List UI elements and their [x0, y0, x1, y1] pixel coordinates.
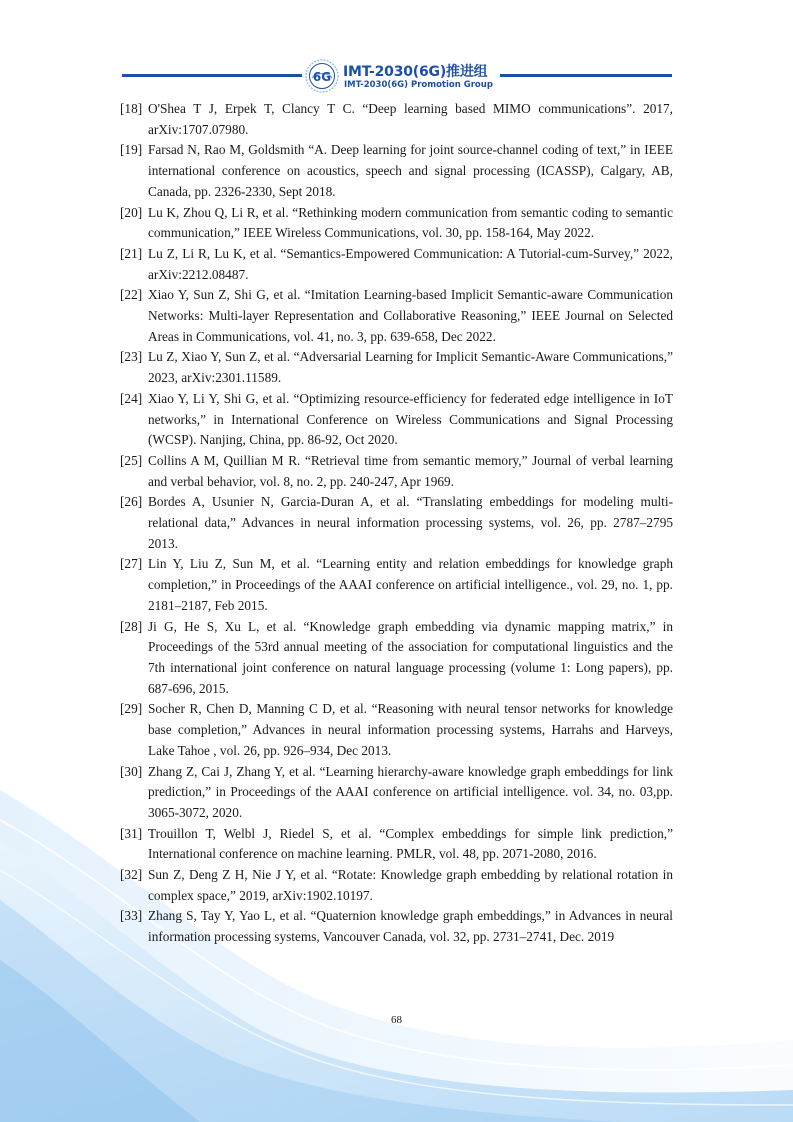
reference-item [120, 389, 673, 451]
reference-number: [32] [120, 867, 143, 883]
reference-number: [22] [120, 287, 143, 303]
reference-number: [28] [120, 618, 143, 634]
reference-item [120, 762, 673, 824]
header-rule-left [122, 74, 302, 77]
reference-text: Xiao Y, Sun Z, Shi G, et al. “Imitation Learning-based Implicit Semantic-aware Communication Networks: Multi-layer Representation and Collaborative Reasoning,” IEEE Journal on Selected Areas in Communications, vol. 41, no. 3, pp. 639-658, Dec 2022. [148, 287, 673, 344]
reference-item [120, 203, 673, 244]
reference-item [120, 347, 673, 388]
reference-number: [30] [120, 763, 143, 779]
reference-number: [29] [120, 701, 143, 717]
reference-number: [20] [120, 204, 143, 220]
brand-title-chinese: IMT-2030(6G)推进组 [343, 64, 488, 80]
brand-title-english: IMT-2030(6G) Promotion Group [344, 80, 493, 90]
reference-item [120, 285, 673, 347]
reference-text: Ji G, He S, Xu L, et al. “Knowledge graph embedding via dynamic mapping matrix,” in Proceedings of the 53rd annual meeting of the association for computational linguistics and the 7th international joint conference on natural language processing (volume 1: Long papers), pp. 687-696, 2015. [148, 618, 673, 696]
reference-text: Zhang S, Tay Y, Yao L, et al. “Quaternion knowledge graph embeddings,” in Advances in neural information processing systems, Vancouver Canada, vol. 32, pp. 2731–2741, Dec. 2019 [148, 908, 673, 945]
page-number: 68 [391, 1014, 402, 1026]
reference-item [120, 865, 673, 906]
reference-text: Lin Y, Liu Z, Sun M, et al. “Learning entity and relation embeddings for knowledge graph completion,” in Proceedings of the AAAI conference on artificial intelligence., vol. 29, no. 1, pp. 2181–2187, Feb 2015. [148, 556, 673, 613]
reference-item [120, 824, 673, 865]
reference-number: [23] [120, 349, 143, 365]
reference-text: Xiao Y, Li Y, Shi G, et al. “Optimizing resource-efficiency for federated edge intelligence in IoT networks,” in International Conference on Wireless Communications and Signal Processing (WCSP). Nanjing, China, pp. 86-92, Oct 2020. [148, 390, 673, 448]
reference-item [120, 140, 673, 202]
reference-text: Sun Z, Deng Z H, Nie J Y, et al. “Rotate: Knowledge graph embedding by relational rotation in complex space,” 2019, arXiv:1902.10197. [148, 867, 673, 903]
reference-number: [18] [120, 101, 143, 116]
reference-item [120, 492, 673, 554]
header-rule-right [500, 74, 672, 77]
reference-number: [25] [120, 452, 143, 468]
reference-number: [33] [120, 908, 143, 924]
reference-number: [21] [120, 245, 143, 261]
reference-number: [19] [120, 142, 143, 158]
reference-text: Bordes A, Usunier N, Garcia-Duran A, et al. “Translating embeddings for modeling multi-relational data,” Advances in neural information processing systems, vol. 26, pp. 2787–2795 2013. [148, 494, 673, 551]
logo-text: 6G [312, 70, 332, 84]
reference-item [120, 554, 673, 616]
reference-number: [24] [120, 390, 143, 406]
reference-item [120, 99, 673, 140]
reference-item [120, 617, 673, 700]
reference-text: Trouillon T, Welbl J, Riedel S, et al. “Complex embeddings for simple link prediction,” International conference on machine learning. PMLR, vol. 48, pp. 2071-2080, 2016. [148, 825, 673, 862]
reference-text: Zhang Z, Cai J, Zhang Y, et al. “Learning hierarchy-aware knowledge graph embeddings for link prediction,” in Proceedings of the AAAI conference on artificial intelligence. vol. 34, no. 03,pp. 3065-3072, 2020. [148, 763, 673, 820]
reference-text: Lu K, Zhou Q, Li R, et al. “Rethinking modern communication from semantic coding to semantic communication,” IEEE Wireless Communications, vol. 30, pp. 158-164, May 2022. [148, 204, 673, 241]
6g-logo-icon [304, 58, 340, 94]
reference-text: Farsad N, Rao M, Goldsmith “A. Deep learning for joint source-channel coding of text,” in IEEE international conference on acoustics, speech and signal processing (ICASSP), Calgary, AB, Canada, pp. 2326-2330, Sept 2018. [148, 142, 673, 199]
reference-item [120, 451, 673, 492]
reference-list [120, 99, 673, 948]
page-header [0, 56, 793, 96]
reference-number: [31] [120, 825, 143, 841]
reference-item [120, 906, 673, 947]
reference-text: O'Shea T J, Erpek T, Clancy T C. “Deep learning based MIMO communications”. 2017, arXiv:1707.07980. [148, 101, 673, 137]
reference-text: Socher R, Chen D, Manning C D, et al. “Reasoning with neural tensor networks for knowledge base completion,” Advances in neural information processing systems, Harrahs and Harveys, Lake Tahoe , vol. 26, pp. 926–934, Dec 2013. [148, 701, 673, 758]
reference-text: Collins A M, Quillian M R. “Retrieval time from semantic memory,” Journal of verbal learning and verbal behavior, vol. 8, no. 2, pp. 240-247, Apr 1969. [148, 452, 673, 489]
reference-number: [27] [120, 556, 143, 572]
reference-number: [26] [120, 494, 143, 510]
reference-item [120, 699, 673, 761]
reference-text: Lu Z, Li R, Lu K, et al. “Semantics-Empowered Communication: A Tutorial-cum-Survey,” 2022, arXiv:2212.08487. [148, 245, 673, 282]
reference-item [120, 244, 673, 285]
reference-text: Lu Z, Xiao Y, Sun Z, et al. “Adversarial Learning for Implicit Semantic-Aware Communications,” 2023, arXiv:2301.11589. [148, 349, 673, 386]
